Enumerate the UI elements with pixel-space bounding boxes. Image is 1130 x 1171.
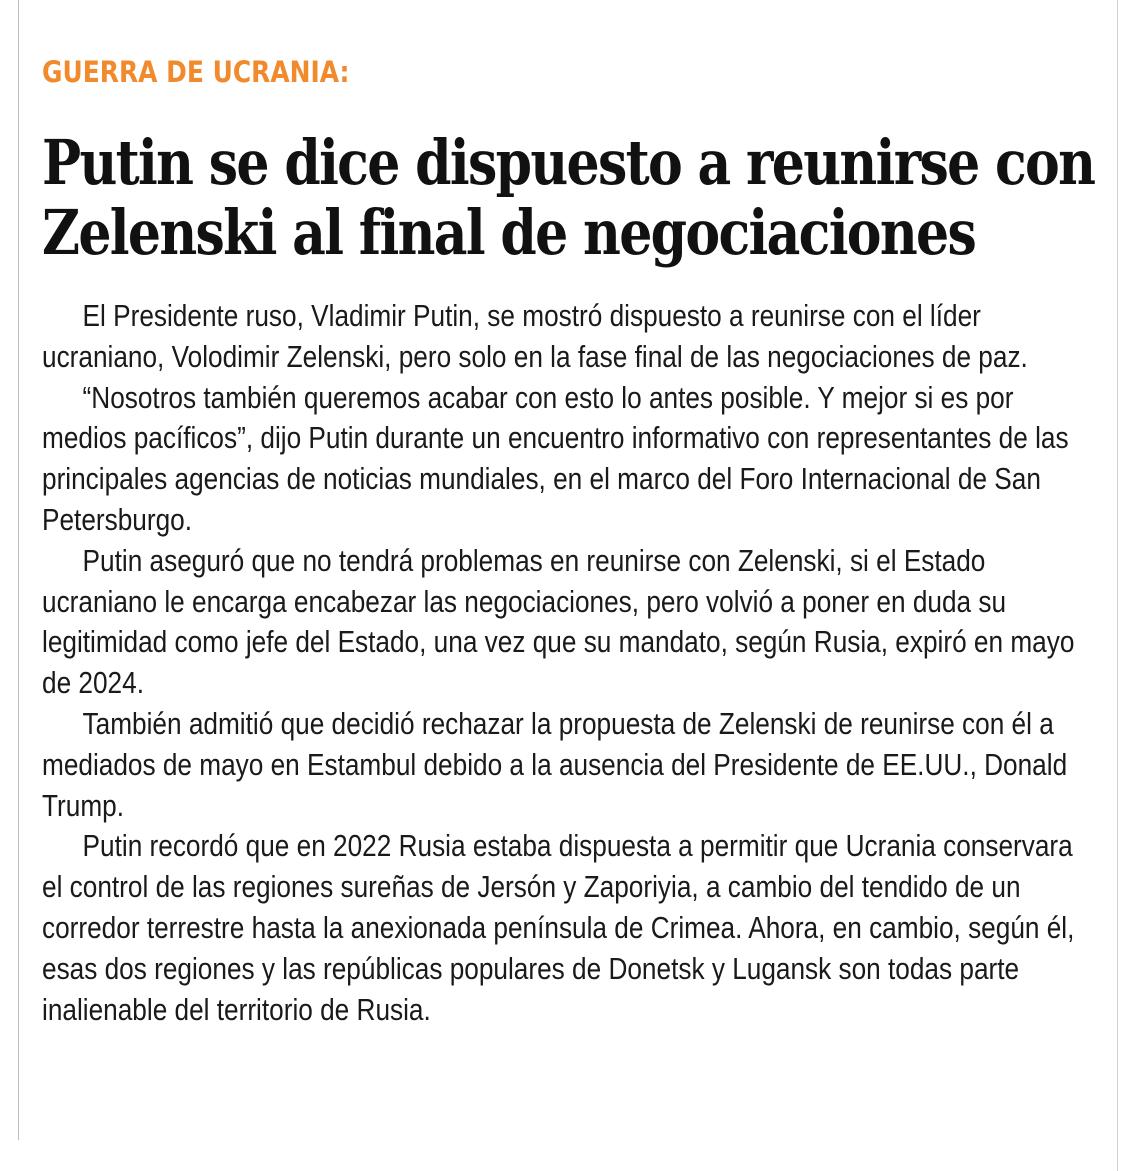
paragraph-1: El Presidente ruso, Vladimir Putin, se mostró dispuesto a reunirse con el líder ucraniano, Volodimir Zelenski, pero solo en la fase final de las negociaciones de paz.	[42, 298, 1028, 374]
paragraph-4: También admitió que decidió rechazar la propuesta de Zelenski de reunirse con él a mediados de mayo en Estambul debido a la ausencia del Presidente de EE.UU., Donald Trump.	[42, 705, 1068, 823]
left-column-rule	[18, 0, 19, 1140]
article	[42, 52, 1102, 1030]
headline: Putin se dice dispuesto a reunirse con Zelenski al final de negociaciones	[42, 126, 1095, 269]
paragraph-5: Putin recordó que en 2022 Rusia estaba dispuesta a permitir que Ucrania conservara el control de las regiones sureñas de Jersón y Zaporiyia, a cambio del tendido de un corredor terrestre hasta la anexionada península de Crimea. Ahora, en cambio, según él, esas dos regiones y las repúblicas populares de Donetsk y Lugansk son todas parte inalienable del territorio de Rusia.	[42, 828, 1075, 1027]
paragraph-3: Putin aseguró que no tendrá problemas en reunirse con Zelenski, si el Estado ucraniano le encarga encabezar las negociaciones, pero volvió a poner en duda su legitimidad como jefe del Estado, una vez que su mandato, según Rusia, expiró en mayo de 2024.	[42, 542, 1075, 701]
section-kicker: GUERRA DE UCRANIA:	[42, 55, 350, 89]
article-body	[42, 296, 1098, 1030]
right-column-rule	[1117, 0, 1118, 1171]
paragraph-2: “Nosotros también queremos acabar con esto lo antes posible. Y mejor si es por medios pacíficos”, dijo Putin durante un encuentro informativo con representantes de las principales agencias de noticias mundiales, en el marco del Foro Internacional de San Petersburgo.	[42, 379, 1069, 537]
